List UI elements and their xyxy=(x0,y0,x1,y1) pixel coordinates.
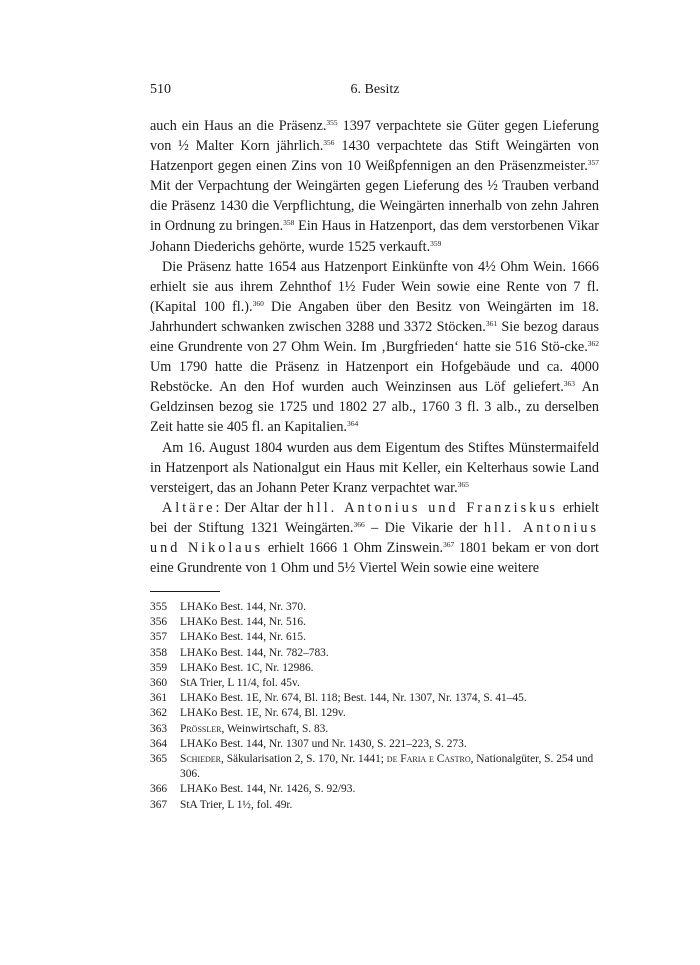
footnote-ref: 359 xyxy=(430,238,442,248)
footnote xyxy=(150,752,599,782)
text: – Die Vikarie der xyxy=(364,519,484,536)
footnote-separator xyxy=(150,591,220,592)
footnote xyxy=(150,615,599,630)
text: Sie bezog daraus eine Grundrente von 27 Ohm Wein. Im ‚Burgfrieden‘ hatte sie 516 Stö-cke. xyxy=(150,318,599,356)
spaced-name: hll. Antonius und Franziskus xyxy=(306,499,558,516)
text: Die Präsenz hatte 1654 aus Hatzenport Einkünfte von 4½ Ohm Wein. 1666 erhielt sie aus ihrem Zehnthof 1½ Fuder Wein sowie eine Rente von 7 fl. (Kapital 100 fl.). xyxy=(150,258,599,315)
main-text xyxy=(150,116,599,578)
footnote-ref: 360 xyxy=(252,298,264,308)
footnote-ref: 364 xyxy=(346,419,359,429)
footnote-ref: 363 xyxy=(563,379,576,389)
text: Mit der Verpachtung der Weingärten gegen Lieferung des ½ Trauben verband die Präsenz 1430 die Verpflichtung, die Weingärten innerhalb von zehn Jahren in Ordnung zu bringen. xyxy=(150,178,599,235)
page-number: 510 xyxy=(150,82,171,97)
page-header xyxy=(150,82,600,102)
footnote-text: LHAKo Best. 144, Nr. 1307 und Nr. 1430, S. 221–223, S. 273. xyxy=(180,737,467,750)
text: auch ein Haus an die Präsenz. xyxy=(150,118,327,134)
spaced-heading: Altäre xyxy=(162,499,216,516)
author-name: Schieder xyxy=(180,753,221,766)
text: Ein Haus in Hatzenport, das dem verstorbenen Vikar Johann Diederichs gehörte, wurde 1525 verkauft. xyxy=(150,218,599,255)
footnote xyxy=(150,600,599,615)
footnote-text: LHAKo Best. 1C, Nr. 12986. xyxy=(180,661,314,674)
footnote-text: LHAKo Best. 144, Nr. 615. xyxy=(180,631,306,644)
footnote-ref: 367 xyxy=(443,539,455,549)
author-name: Prössler xyxy=(180,722,222,735)
footnote-number: 367 xyxy=(150,798,168,811)
footnote xyxy=(150,661,599,676)
footnote-number: 362 xyxy=(150,707,168,720)
footnote-number: 358 xyxy=(150,646,168,659)
text: erhielt 1666 1 Ohm Zinswein. xyxy=(263,539,443,556)
footnote-ref: 362 xyxy=(587,339,599,349)
footnote-ref: 366 xyxy=(353,519,365,529)
footnote-text: LHAKo Best. 144, Nr. 782–783. xyxy=(180,646,329,659)
author-name: de Faria e Castro xyxy=(386,753,471,766)
footnote-text: , Nationalgüter, S. 254 und 306. xyxy=(180,753,594,781)
paragraph-2 xyxy=(150,257,599,438)
footnote-text: LHAKo Best. 1E, Nr. 674, Bl. 118; Best. 144, Nr. 1307, Nr. 1374, S. 41–45. xyxy=(180,692,527,705)
paragraph-4 xyxy=(150,498,599,578)
footnote xyxy=(150,706,599,721)
paragraph-1 xyxy=(150,116,599,257)
footnote-ref: 361 xyxy=(485,318,498,328)
footnote xyxy=(150,798,599,813)
footnote-number: 355 xyxy=(150,601,168,613)
footnote xyxy=(150,691,599,706)
footnote-number: 366 xyxy=(150,783,168,796)
footnote-number: 361 xyxy=(150,692,168,705)
footnote-number: 365 xyxy=(150,753,168,766)
footnote-number: 359 xyxy=(150,661,168,674)
footnote xyxy=(150,782,599,797)
footnote-ref: 358 xyxy=(283,218,295,228)
footnote-ref: 355 xyxy=(326,118,338,127)
footnote-text: , Weinwirtschaft, S. 83. xyxy=(221,722,329,735)
footnote-number: 356 xyxy=(150,616,168,629)
footnote-ref: 356 xyxy=(323,138,335,148)
footnote-number: 357 xyxy=(150,631,168,644)
text: An Geldzinsen bezog sie 1725 und 1802 27 alb., 1760 3 fl. 3 alb., zu derselben Zeit hatte sie 405 fl. an Kapitalien. xyxy=(150,379,600,436)
text: 1430 verpachtete das Stift Weingärten von Hatzenport gegen einen Zins von 10 Weißpfennigen an den Präsenzmeister. xyxy=(150,138,599,175)
spaced-name: hll. Antonius und Nikolaus xyxy=(150,519,599,556)
footnote-number: 360 xyxy=(150,677,168,690)
footnote-text: LHAKo Best. 1E, Nr. 674, Bl. 129v. xyxy=(180,707,346,720)
footnote-number: 364 xyxy=(150,737,168,750)
footnote-text: , Säkularisation 2, S. 170, Nr. 1441; xyxy=(221,753,387,766)
footnote-number: 363 xyxy=(150,722,168,735)
text: : Der Altar der xyxy=(215,499,307,516)
text: erhielt bei der Stiftung 1321 Weingärten. xyxy=(150,499,599,536)
footnote-ref: 365 xyxy=(457,479,469,489)
footnote-text: LHAKo Best. 144, Nr. 370. xyxy=(180,601,306,613)
footnote-text: StA Trier, L 1½, fol. 49r. xyxy=(180,798,293,811)
paragraph-3 xyxy=(150,438,599,498)
footnotes xyxy=(150,600,599,813)
footnote-ref: 357 xyxy=(587,158,599,168)
text: Die Angaben über den Besitz von Weingärten im 18. Jahrhundert schwanken zwischen 3288 und 3372 Stöcken. xyxy=(150,298,600,335)
footnote xyxy=(150,630,599,645)
text: Um 1790 hatte die Präsenz in Hatzenport ein Hofgebäude und ca. 4000 Rebstöcke. An den Hof wurden auch Weinzinsen aus Löf geliefert. xyxy=(150,359,599,396)
footnote-text: StA Trier, L 11/4, fol. 45v. xyxy=(180,677,300,690)
footnote xyxy=(150,737,599,752)
footnote xyxy=(150,676,599,691)
running-head: 6. Besitz xyxy=(350,82,400,97)
text: 1397 verpachtete sie Güter gegen Lieferung von ½ Malter Korn jährlich. xyxy=(150,118,599,155)
text: 1801 bekam er von dort eine Grundrente von 1 Ohm und 5½ Viertel Wein sowie eine weitere xyxy=(150,539,599,577)
text: Am 16. August 1804 wurden aus dem Eigentum des Stiftes Münstermaifeld in Hatzenport als Nationalgut ein Haus mit Keller, ein Kelterhaus sowie Land versteigert, das an Johann Peter Kranz verpachtet war. xyxy=(150,439,599,496)
footnote xyxy=(150,722,599,737)
footnote-text: LHAKo Best. 144, Nr. 1426, S. 92/93. xyxy=(180,783,356,796)
footnote xyxy=(150,646,599,661)
footnote-text: LHAKo Best. 144, Nr. 516. xyxy=(180,616,306,629)
